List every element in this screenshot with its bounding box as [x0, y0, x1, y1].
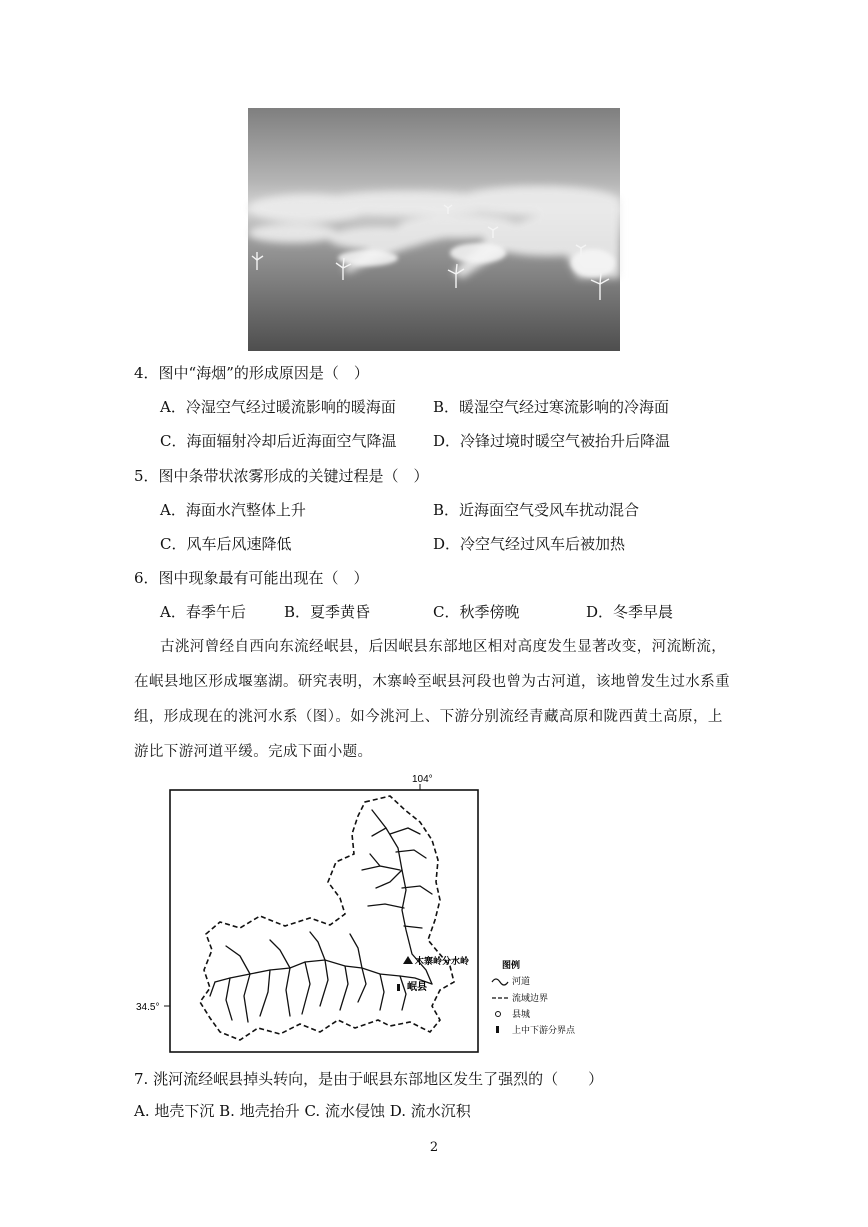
county-label: 岷县	[407, 982, 427, 993]
q6-option-b: B．夏季黄昏	[284, 603, 371, 621]
q6-stem: 6．图中现象最有可能出现在（ ）	[134, 569, 369, 587]
q6-option-a: A．春季午后	[160, 603, 246, 621]
boundary-point-marker	[397, 984, 400, 991]
legend-boundary: 流域边界	[512, 993, 549, 1003]
divide-marker	[403, 956, 413, 964]
q5-option-a: A．海面水汽整体上升	[160, 501, 306, 519]
taohe-river-map	[136, 770, 600, 1060]
q6-option-c: C．秋季傍晚	[433, 603, 520, 621]
sea-fog-photo	[248, 108, 620, 351]
q6-option-d: D．冬季早晨	[586, 603, 674, 621]
q4-option-a: A．冷湿空气经过暖流影响的暖海面	[160, 398, 396, 416]
q5-option-c: C．风车后风速降低	[160, 535, 292, 553]
q4-option-c: C．海面辐射冷却后近海面空气降温	[160, 432, 397, 450]
legend-river: 河道	[512, 976, 531, 986]
q7-options: A. 地壳下沉 B. 地壳抬升 C. 流水侵蚀 D. 流水沉积	[134, 1102, 471, 1120]
passage: 古洮河曾经自西向东流经岷县，后因岷县东部地区相对高度发生显著改变，河流断流，在岷县地区形成堰塞湖。研究表明，木寨岭至岷县河段也曾为古河道，该地曾发生过水系重组，形成现在的洮河水系（图）。如今洮河上、下游分别流经青藏高原和陇西黄土高原，上游比下游河道平缓。完成下面小题。	[134, 639, 730, 760]
q5-option-d: D．冷空气经过风车后被加热	[433, 535, 626, 553]
lon-label: 104°	[412, 774, 433, 785]
q4-stem: 4．图中“海烟”的形成原因是（ ）	[134, 364, 369, 382]
map-frame	[170, 790, 478, 1052]
q4-option-d: D．冷锋过境时暖空气被抬升后降温	[433, 432, 671, 450]
divide-label: 木寨岭分水岭	[415, 956, 470, 966]
q7-stem: 7. 洮河流经岷县掉头转向，是由于岷县东部地区发生了强烈的（ ）	[134, 1070, 604, 1088]
map-legend	[492, 959, 576, 1035]
legend-county: 县城	[512, 1009, 531, 1019]
lat-label: 34.5°	[136, 1002, 160, 1013]
q5-stem: 5．图中条带状浓雾形成的关键过程是（ ）	[134, 467, 429, 485]
legend-title: 图例	[502, 960, 521, 970]
q5-option-b: B．近海面空气受风车扰动混合	[433, 501, 640, 519]
legend-division-point: 上中下游分界点	[512, 1025, 576, 1035]
q4-option-b: B．暖湿空气经过寒流影响的冷海面	[433, 398, 670, 416]
page-number: 2	[429, 1140, 439, 1155]
